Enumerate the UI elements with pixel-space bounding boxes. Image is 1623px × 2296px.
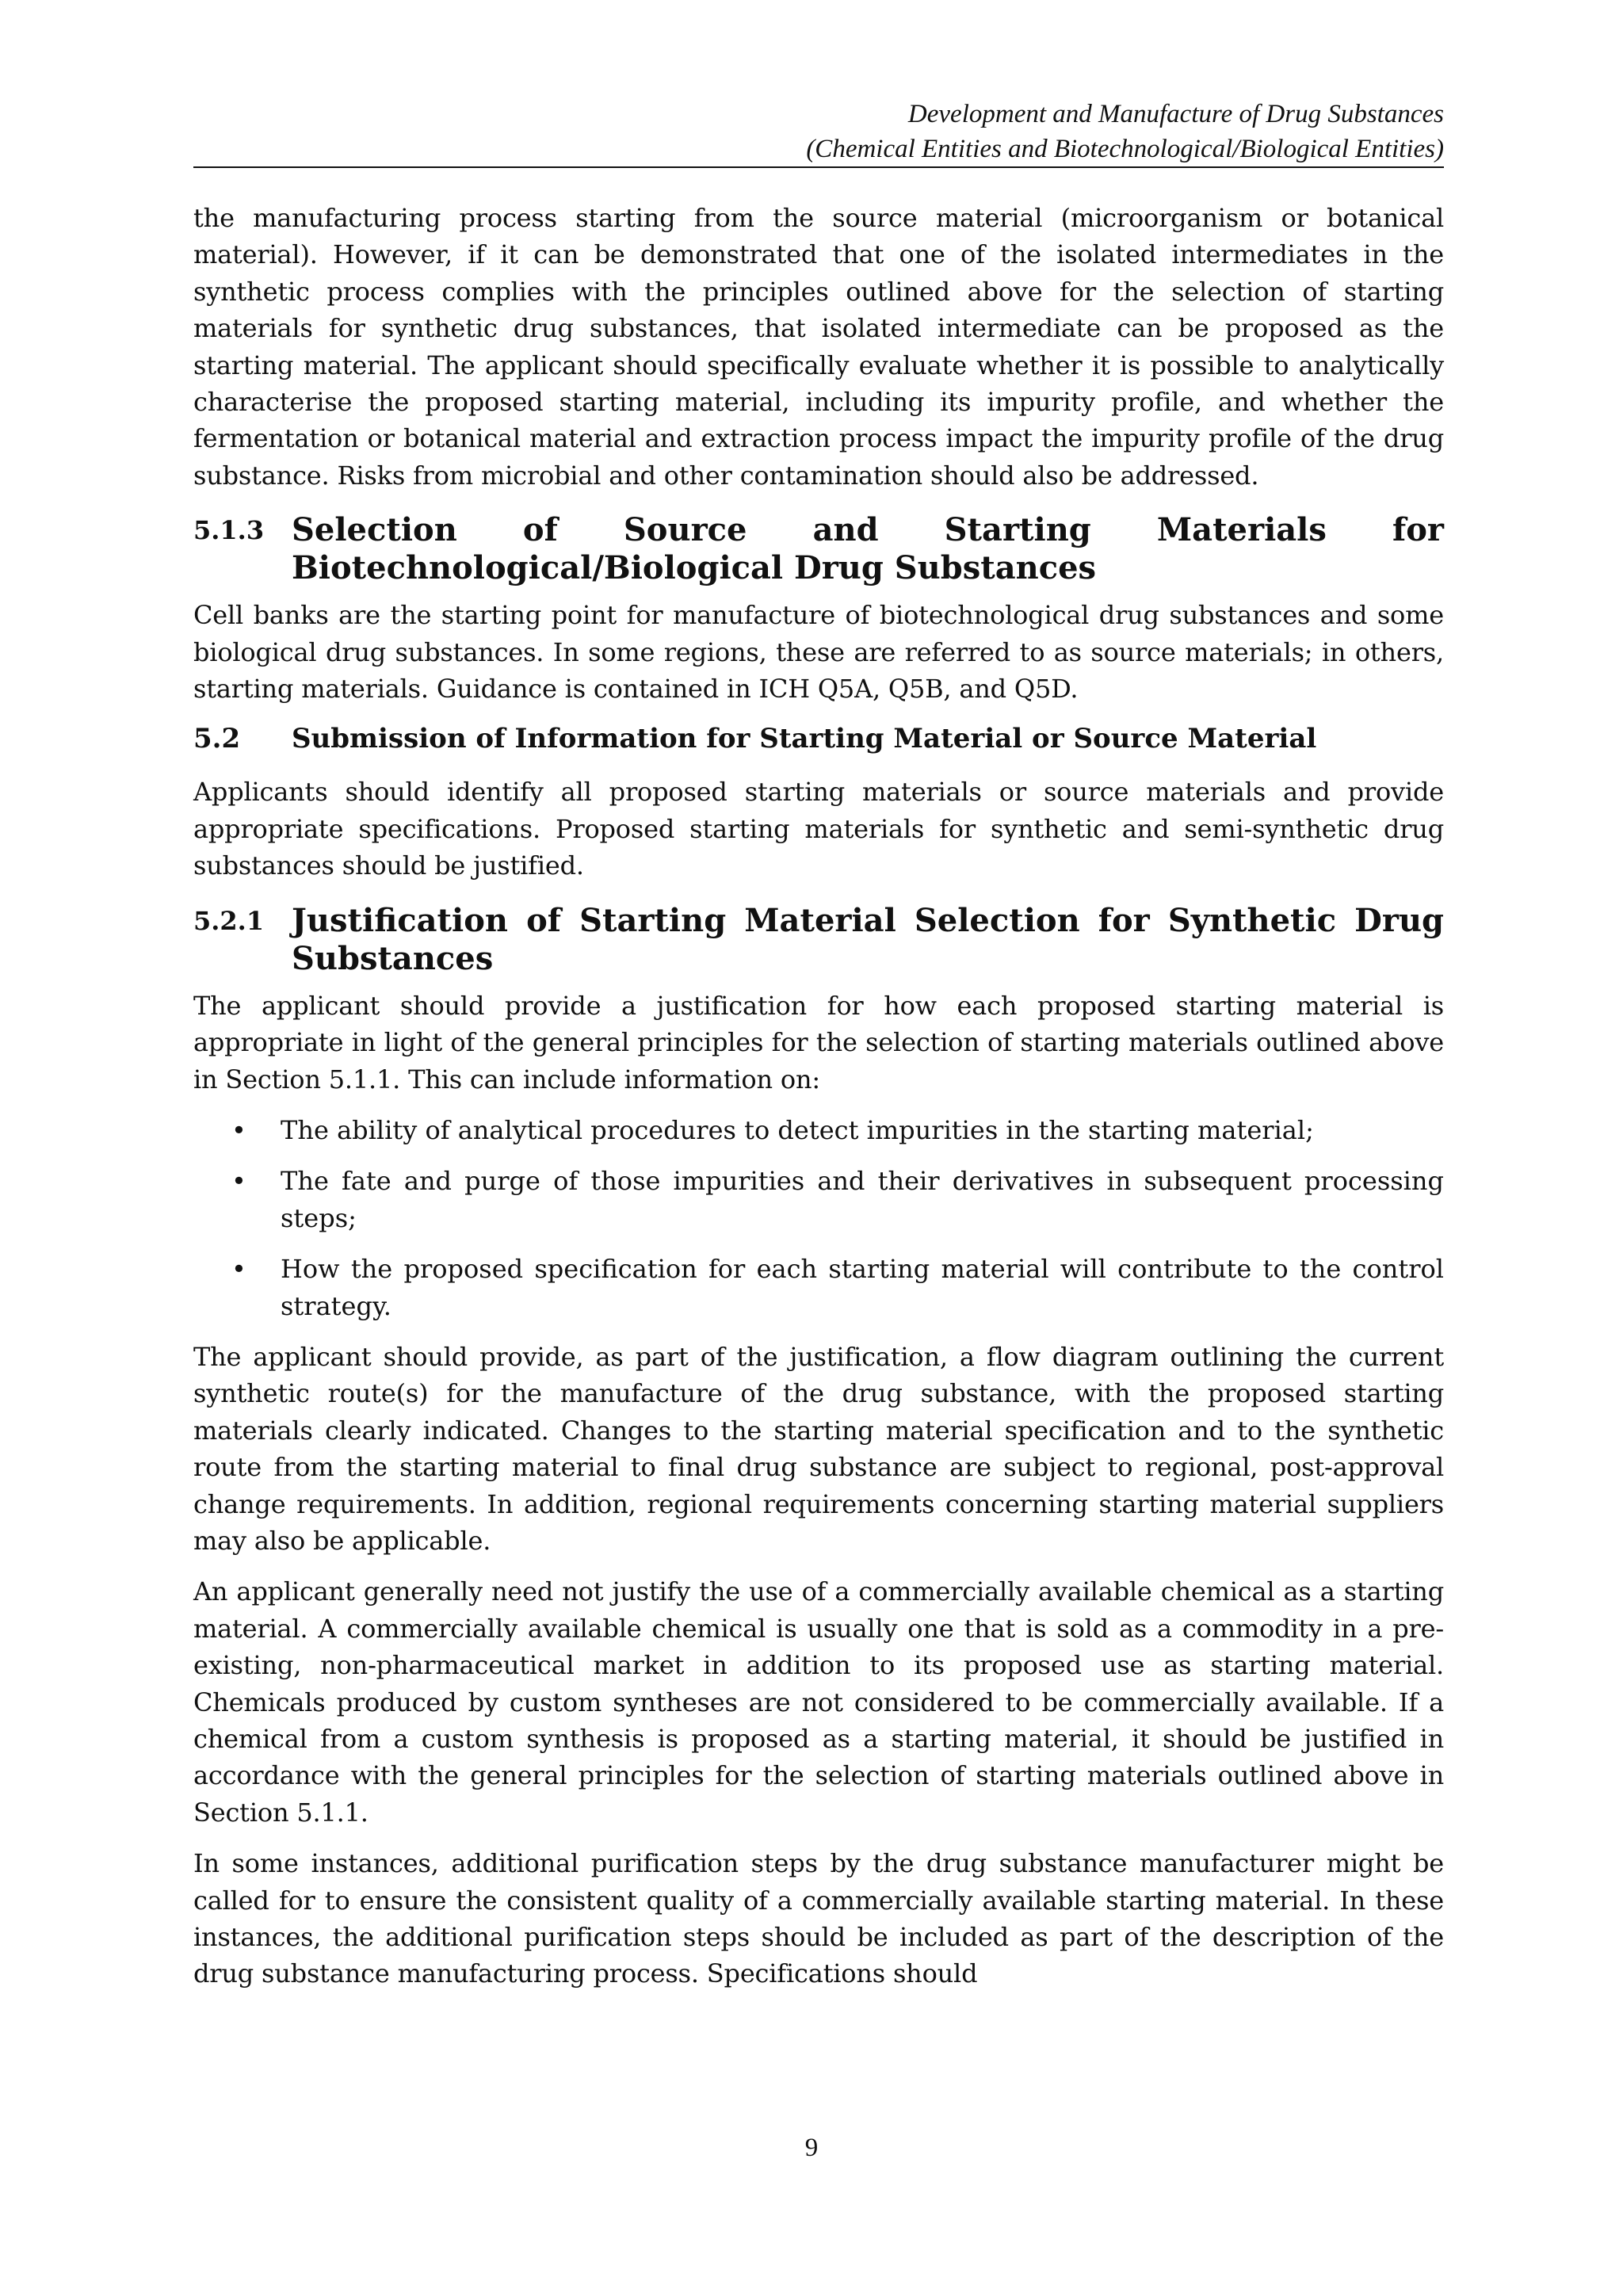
section-heading-5-1-3: [193, 511, 1444, 587]
list-item-text: How the proposed specification for each starting material will contribute to the control strategy.: [281, 1254, 1444, 1321]
list-item-text: The ability of analytical procedures to detect impurities in the starting material;: [281, 1114, 1314, 1145]
paragraph: The applicant should provide a justification for how each proposed starting material is appropriate in light of the general principles for the selection of starting materials outlined above in Section 5.1.1. This can include information on:: [193, 990, 1444, 1095]
header-line-1: Development and Manufacture of Drug Substances: [907, 100, 1444, 128]
header-line-2: (Chemical Entities and Biotechnological/Biological Entities): [806, 135, 1444, 163]
section-number: 5.2: [193, 723, 241, 755]
bullet-icon: •: [231, 1254, 246, 1285]
list-item-text: The fate and purge of those impurities and their derivatives in subsequent processing steps;: [281, 1166, 1444, 1233]
section-number: 5.1.3: [193, 515, 265, 546]
page-number: 9: [804, 2134, 819, 2162]
section-number: 5.2.1: [193, 905, 265, 936]
section-title: Submission of Information for Starting Material or Source Material: [292, 723, 1317, 755]
paragraph: In some instances, additional purification steps by the drug substance manufacturer might be called for to ensure the consistent quality of a commercially available starting material. In these instances, the additional purification steps should be included as part of the description of the drug substance manufacturing process. Specifications should: [193, 1848, 1444, 1989]
document-body: [193, 200, 1444, 2007]
list-item: [193, 1163, 1444, 1236]
list-item: [193, 1112, 1444, 1148]
paragraph: Applicants should identify all proposed starting materials or source materials and provide appropriate specifications. Proposed starting materials for synthetic and semi-synthetic drug substances should be justified.: [193, 777, 1444, 881]
section-title: Selection of Source and Starting Materials for Biotechnological/Biological Drug Substances: [292, 511, 1444, 587]
section-heading-5-2-1: [193, 902, 1444, 978]
paragraph: The applicant should provide, as part of the justification, a flow diagram outlining the current synthetic route(s) for the manufacture of the drug substance, with the proposed starting materials clearly indicated. Changes to the starting material specification and to the synthetic route from the starting material to final drug substance are subject to regional, post-approval change requirements. In addition, regional requirements concerning starting material suppliers may also be applicable.: [193, 1341, 1444, 1556]
paragraph: An applicant generally need not justify the use of a commercially available chemical as a starting material. A commercially available chemical is usually one that is sold as a commodity in a pre-existing, non-pharmaceutical market in addition to its proposed use as starting material. Chemicals produced by custom syntheses are not considered to be commercially available. If a chemical from a custom synthesis is proposed as a starting material, it should be justified in accordance with the general principles for the selection of starting materials outlined above in Section 5.1.1.: [193, 1576, 1444, 1828]
bullet-icon: •: [231, 1114, 246, 1145]
paragraph: the manufacturing process starting from the source material (microorganism or botanical material). However, if it can be demonstrated that one of the isolated intermediates in the synthetic process complies with the principles outlined above for the selection of starting materials for synthetic drug substances, that isolated intermediate can be proposed as the starting material. The applicant should specifically evaluate whether it is possible to analytically characterise the proposed starting material, including its impurity profile, and whether the fermentation or botanical material and extraction process impact the impurity profile of the drug substance. Risks from microbial and other contamination should also be addressed.: [193, 203, 1444, 491]
bullet-icon: •: [231, 1166, 246, 1197]
header-rule: [193, 166, 1444, 168]
list-item: [193, 1251, 1444, 1324]
running-header: [193, 97, 1444, 166]
bullet-list: [193, 1112, 1444, 1324]
paragraph: Cell banks are the starting point for manufacture of biotechnological drug substances and some biological drug substances. In some regions, these are referred to as source materials; in others, starting materials. Guidance is contained in ICH Q5A, Q5B, and Q5D.: [193, 600, 1444, 705]
section-title: Justification of Starting Material Selection for Synthetic Drug Substances: [292, 901, 1444, 977]
section-heading-5-2: [193, 721, 1444, 756]
